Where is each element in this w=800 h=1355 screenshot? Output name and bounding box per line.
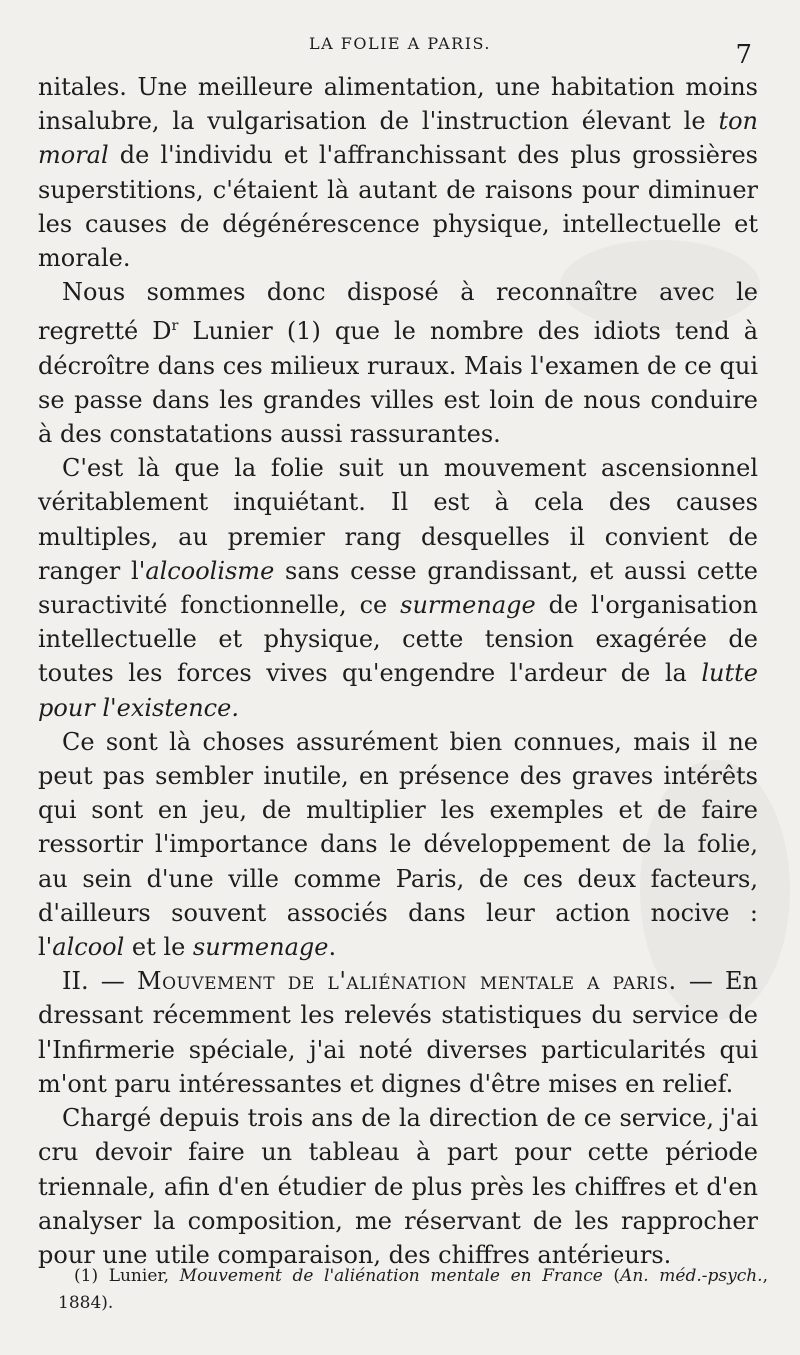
section-paragraph: II. — Mouvement de l'aliénation mentale a paris. — En dressant récemment les relevés statistiques du service de l'Infirmerie spéciale, j'ai noté diverses particularités qui m'ont paru intéressantes et dignes d'être mises en relief. — [38, 967, 758, 1098]
paragraph: Chargé depuis trois ans de la direction de ce service, j'ai cru devoir faire un tableau à part pour cette période triennale, afin d'en étudier de plus près les chiffres et d'en analyser la composition, me réservant de les rapprocher pour une utile comparaison, des chiffres antérieurs. — [38, 1104, 758, 1269]
paragraph: C'est là que la folie suit un mouvement ascensionnel véritablement inquiétant. Il est à cela des causes multiples, au premier rang desquelles il convient de ranger l'alcoolisme sans cesse grandissant, et aussi cette suractivité fonctionnelle, ce surmenage de l'organisation intellectuelle et physique, cette tension exagérée de toutes les forces vives qu'engendre l'ardeur de la lutte pour l'existence. — [38, 454, 758, 722]
page-number: 7 — [735, 40, 752, 70]
paragraph: nitales. Une meilleure alimentation, une habitation moins insalubre, la vulgarisation de l'instruction élevant le ton moral de l'individu et l'affranchissant des plus grossières superstitions, c'étaient là autant de raisons pour diminuer les causes de dégénérescence physique, intellectuelle et morale. — [38, 73, 758, 273]
paragraph: Nous sommes donc disposé à reconnaître avec le regretté $D^r$ Lunier (1) que le nombre des idiots tend à décroître dans ces milieux ruraux. Mais l'examen de ce qui se passe dans les grandes villes est loin de nous conduire à des constatations aussi rassurantes. — [38, 278, 759, 449]
paragraph: Ce sont là choses assurément bien connues, mais il ne peut pas sembler inutile, en présence des graves intérêts qui sont en jeu, de multiplier les exemples et de faire ressortir l'importance dans le développement de la folie, au sein d'une ville comme Paris, de ces deux facteurs, d'ailleurs souvent associés dans leur action nocive : l'alcool et le surmenage. — [38, 727, 758, 962]
footnote: (1) Lunier, Mouvement de l'aliénation mentale en France (An. méd.-psych., 1884). — [58, 1266, 768, 1313]
section-heading: Mouvement de l'aliénation mentale a paris. — [137, 967, 677, 996]
running-title: LA FOLIE A PARIS. — [308, 34, 492, 53]
section-number: II. — — [62, 967, 138, 996]
body-text — [38, 70, 758, 1272]
